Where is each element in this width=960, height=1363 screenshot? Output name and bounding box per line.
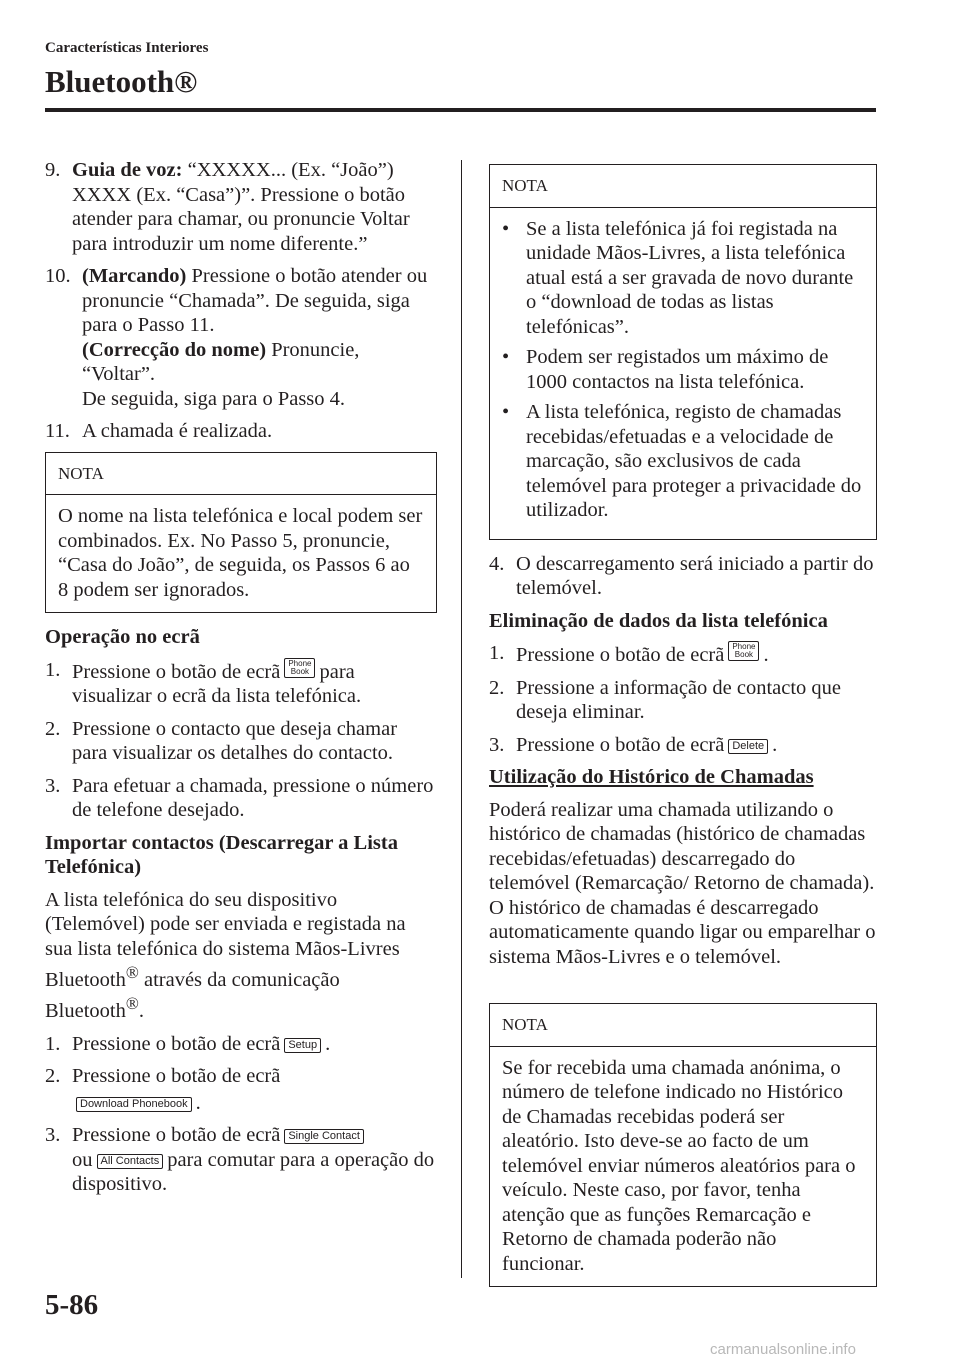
bullet-dot: • [502,401,510,423]
note-bullet [502,400,864,523]
import-text: através da comunicação Bluetooth [45,968,340,1023]
note-box-name-combine [45,452,437,614]
step-text [72,158,437,256]
step-body: . [763,644,769,666]
import-text: . [138,1000,144,1023]
bullet-text: Se a lista telefónica já foi registada na unidade Mãos-Livres, a lista telefónica atual está a ser gravada de novo durante o “download de todas as listas telefónicas”. [526,217,854,338]
step-number: 4. [489,552,505,575]
step-body: Pressione o botão de ecrã [516,644,725,666]
step-body: Pressione o botão atender ou pronuncie “Chamada”. De seguida, siga para o Passo 11. [82,265,428,336]
note-body: O nome na lista telefónica e local podem ser combinados. Ex. No Passo 5, pronuncie, “Casa do João”, de seguida, os Passos 6 ao 8 podem ser ignorados. [58,505,423,601]
all-contacts-button: All Contacts [97,1154,164,1169]
history-paragraph-1: Poderá realizar uma chamada utilizando o histórico de chamadas (histórico de chamadas recebidas/efetuadas) descarregado do telemóvel (Remarcação/ Retorno de chamada). [489,798,875,894]
note-body: Se for recebida uma chamada anónima, o número de telefone indicado no Histórico de Chamadas recebidas poderá ser aleatório. Isto deve-se ao facto de um telemóvel enviar números aleatórios para o veículo. Neste caso, por favor, tenha atenção que as funções Remarcação e Retorno de chamada poderão não funcionar. [502,1056,856,1275]
setup-button: Setup [284,1038,321,1053]
step-9 [45,158,437,256]
op-step-2 [45,717,437,766]
single-contact-button: Single Contact [284,1129,364,1144]
column-divider [461,160,462,1278]
step-text [516,641,877,668]
step-text: Para efetuar a chamada, pressione o número de telefone desejado. [72,774,434,821]
button-label-line1: Phone [288,658,312,668]
step-label-correction: (Correcção do nome) [82,338,267,361]
heading-import-contacts: Importar contactos (Descarregar a Lista Telefónica) [45,831,398,878]
step-number: 3. [45,774,61,797]
button-line [72,1091,437,1116]
step-text [72,1123,437,1197]
import-step-2 [45,1064,437,1115]
step-label: Guia de voz: [72,159,183,181]
heading-delete-phonebook: Eliminação de dados da lista telefónica [489,609,828,632]
registered-mark: ® [125,994,139,1014]
left-column [45,158,437,1205]
header-rule [45,108,876,112]
step-text: A chamada é realizada. [82,420,273,442]
step-body: Pronuncie, “Voltar”. [82,338,360,385]
step-body: De seguida, siga para o Passo 4. [82,387,346,410]
import-paragraph [45,888,437,1024]
delete-button: Delete [728,739,768,754]
step-body: . [325,1032,331,1055]
step-number: 11. [45,420,70,442]
step-body: . [195,1091,201,1114]
page-title: Bluetooth® [45,64,198,99]
step-body: para comutar para a operação do dispositivo. [72,1148,435,1196]
note-body [490,208,876,539]
step-body: para visualizar o ecrã da lista telefónica. [72,660,362,707]
step-number: 2. [45,717,61,740]
note-bullet [502,345,864,394]
bullet-dot: • [502,346,510,368]
button-label-line1: Phone [732,642,756,651]
step-label-dialing: (Marcando) [82,265,187,287]
bullet-text: Podem ser registados um máximo de 1000 contactos na lista telefónica. [526,346,829,393]
phone-book-button [284,658,315,678]
history-paragraph-2: O histórico de chamadas é descarregado automaticamente quando ligar ou emparelhar o sistema Mãos-Livres e o telemóvel. [489,896,876,968]
step-body: Pressione o botão de ecrã [72,1124,281,1147]
step-11 [45,419,437,444]
step-body: . [772,733,778,756]
import-step-1 [45,1032,437,1057]
step-body: “XXXXX... (Ex. “João”) XXXX (Ex. “Casa”)”. Pressione o botão atender para chamar, ou pronuncie Voltar para introduzir um nome diferente.” [72,159,410,255]
delete-step-1 [489,641,877,668]
step-10 [45,264,437,411]
step-text [82,264,437,411]
step-number: 10. [45,265,71,287]
step-number: 2. [45,1065,61,1088]
step-number: 3. [489,733,505,756]
page-number: 5-86 [45,1289,99,1321]
step-number: 1. [489,642,505,664]
step-body: Pressione o botão de ecrã [72,1032,281,1055]
step-body: Pressione o botão de ecrã [72,1065,281,1088]
step-body: Pressione o botão de ecrã [516,733,725,756]
step-body: Pressione o botão de ecrã [72,660,281,683]
step-text [516,733,877,758]
button-label-line2: Book [290,666,310,676]
step-number: 2. [489,676,505,699]
button-label-line2: Book [734,650,754,659]
delete-step-3 [489,733,877,758]
op-step-1 [45,658,437,709]
step-number: 1. [45,1032,61,1055]
step-number: 3. [45,1124,61,1147]
heading-call-history: Utilização do Histórico de Chamadas [489,766,814,788]
note-title: NOTA [490,1004,876,1047]
step-text [72,1064,437,1115]
phone-book-button [728,641,759,661]
op-step-3 [45,774,437,823]
step-text: O descarregamento será iniciado a partir do telemóvel. [516,552,874,599]
step-number: 9. [45,159,61,181]
watermark: carmanualsonline.info [710,1341,856,1358]
note-box-phonebook [489,164,877,540]
note-bullet [502,217,864,340]
note-title: NOTA [490,165,876,208]
heading-screen-operation: Operação no ecrã [45,626,200,648]
step-text: Pressione o contacto que deseja chamar para visualizar os detalhes do contacto. [72,717,398,764]
step-number: 1. [45,658,61,681]
note-title: NOTA [46,453,436,496]
registered-mark: ® [125,963,139,982]
download-phonebook-button: Download Phonebook [76,1097,192,1112]
import-step-3 [45,1123,437,1197]
step-text: Pressione a informação de contacto que deseja eliminar. [516,676,842,723]
bullet-text: A lista telefónica, registo de chamadas recebidas/efetuadas e a velocidade de marcação, são exclusivos de cada telemóvel para proteger a privacidade do utilizador. [526,401,862,521]
import-step-4 [489,552,877,601]
delete-step-2 [489,676,877,725]
import-text: A lista telefónica do seu dispositivo (Telemóvel) pode ser enviada e registada na sua lista telefónica do sistema Mãos-Livres Bluetooth [45,888,406,991]
section-label: Características Interiores [45,40,209,56]
bullet-dot: • [502,217,510,240]
step-text [72,1032,437,1057]
note-box-anonymous-call [489,1003,877,1287]
step-text [72,658,437,709]
step-body: ou [72,1148,93,1171]
right-column [489,164,877,1299]
